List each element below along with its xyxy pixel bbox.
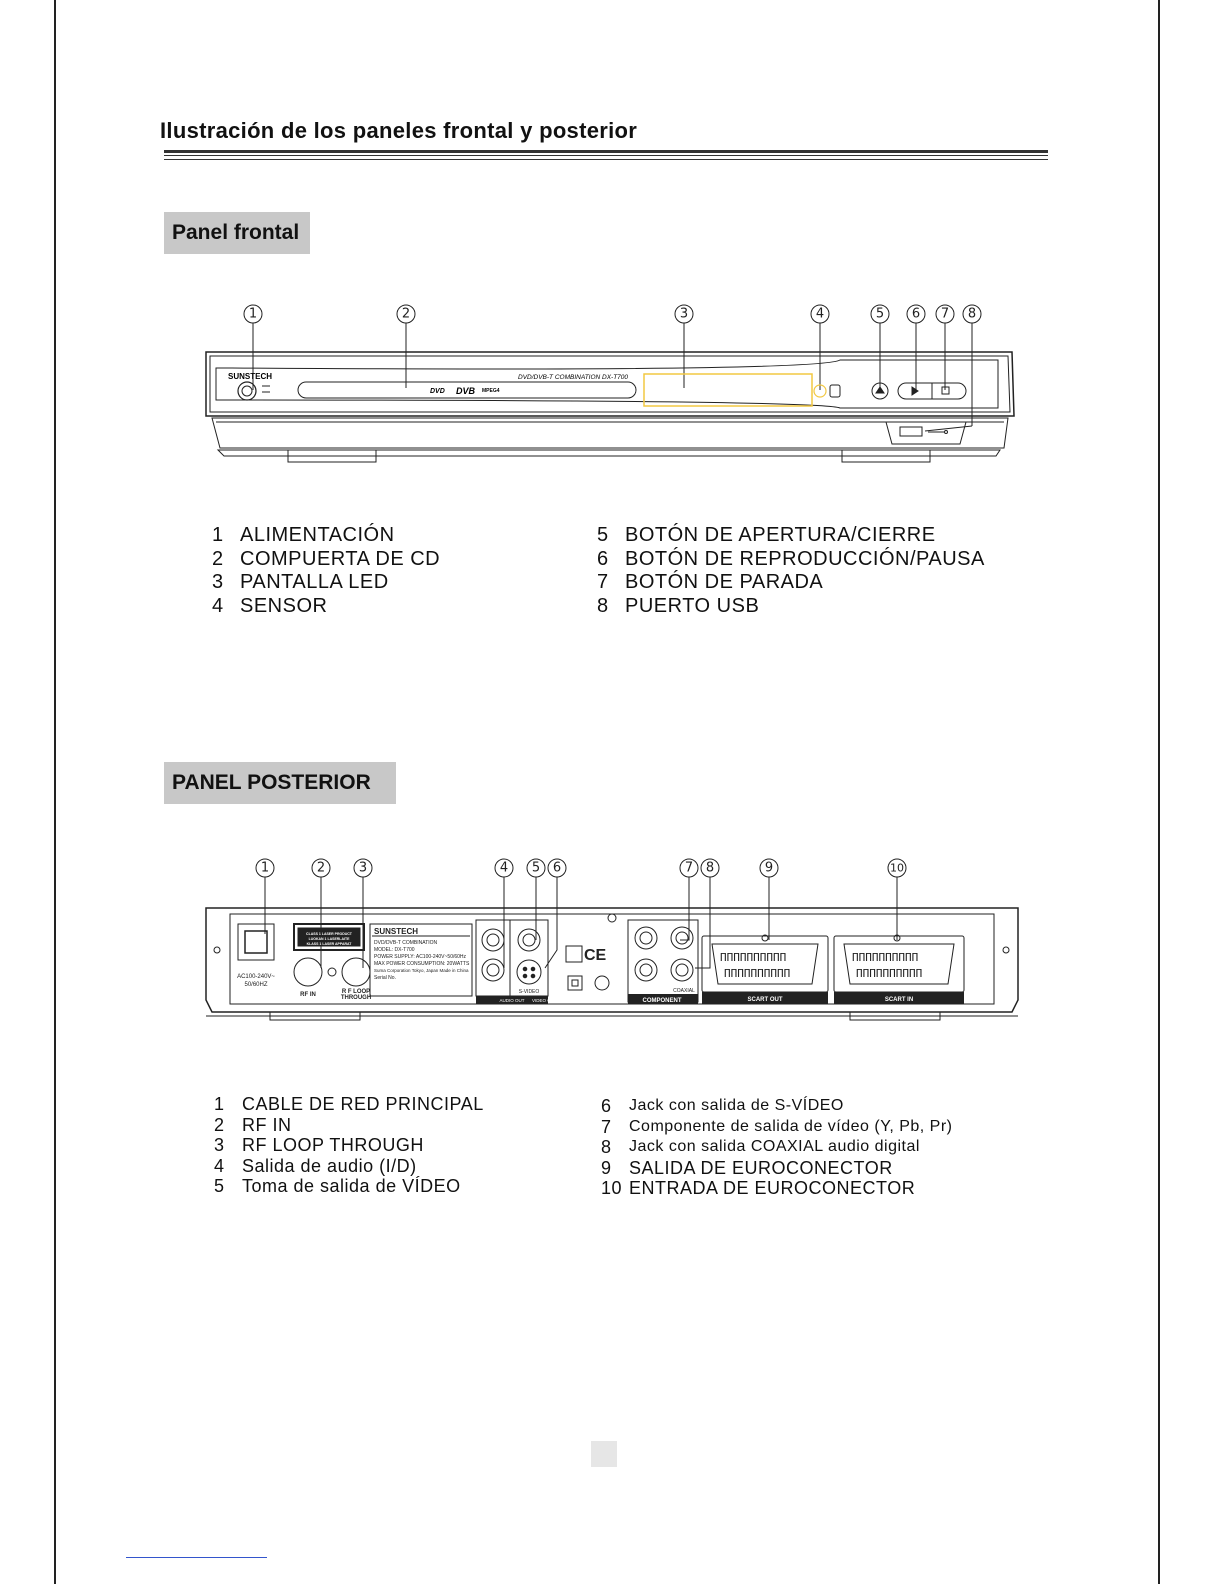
list-item: 8 Jack con salida COAXIAL audio digital [601,1137,920,1157]
front-callout-3-num: 3 [679,306,689,322]
front-logo-mpeg: MPEG4 [482,388,500,394]
rear-callout-10-num: 10 [890,861,904,875]
rear-coaxial: COAXIAL [673,988,695,994]
front-callout-4-num: 4 [815,306,825,322]
footer-rule [126,1557,267,1558]
list-item: 7 Componente de salida de vídeo (Y, Pb, Pr) [601,1116,953,1137]
rear-list-left [214,1094,484,1197]
front-model: DVD/DVB-T COMBINATION DX-T700 [518,374,629,381]
rear-spec-3: POWER SUPPLY: AC100-240V~50/60Hz [374,954,467,960]
list-item: 1 ALIMENTACIÓN [212,524,395,546]
rear-s-video: S-VIDEO [518,989,540,995]
front-callout-8-num: 8 [967,306,977,322]
svg-text:ΠΠΠΠΠΠΠΠΠΠ: ΠΠΠΠΠΠΠΠΠΠ [724,967,791,980]
rear-callout-3-num: 3 [358,860,368,876]
rear-panel-label: PANEL POSTERIOR [164,762,396,804]
rear-laser-3: KLASS 1 LASER APPARAT [306,942,352,946]
rear-spec-2: MODEL: DX-T700 [374,947,415,953]
rear-scart-in: SCART IN [884,997,914,1003]
rear-video-out: VIDEO OUT [532,998,557,1003]
svg-text:ΠΠΠΠΠΠΠΠΠΠ: ΠΠΠΠΠΠΠΠΠΠ [852,951,919,964]
front-logo-dvd: DVD [430,388,445,395]
list-item: 5 BOTÓN DE APERTURA/CIERRE [597,524,936,546]
list-item: 4 SENSOR [212,594,328,617]
rear-spec-6: Serial No. [374,975,396,981]
list-item: 7 BOTÓN DE PARADA [597,571,824,593]
list-item: 4 Salida de audio (I/D) [214,1155,417,1176]
list-item: 8 PUERTO USB [597,594,760,617]
rear-voltage: AC100-240V~ [237,974,275,980]
rear-audio-out: AUDIO OUT [499,998,525,1003]
rear-list-right [601,1096,953,1199]
rear-callout-1-num: 1 [260,860,270,876]
rear-callout-4-num: 4 [499,860,509,876]
rear-ce-mark: CE [584,947,607,964]
rear-scart-out: SCART OUT [747,997,783,1003]
list-item: 3 PANTALLA LED [212,571,389,593]
rear-laser-2: LUOKAN 1 LASERLAITE [308,937,350,941]
rear-brand: SUNSTECH [374,927,419,936]
rear-component: COMPONENT [642,998,682,1004]
rear-frequency: 50/60HZ [244,982,268,988]
list-item: 10 ENTRADA DE EUROCONECTOR [601,1178,916,1198]
list-item: 5 Toma de salida de VÍDEO [214,1176,461,1196]
rear-callout-6-num: 6 [552,860,562,876]
list-item: 6 Jack con salida de S-VÍDEO [601,1096,844,1116]
rear-rf-in: RF IN [300,992,316,998]
front-callout-1-num: 1 [248,306,258,322]
svg-text:ΠΠΠΠΠΠΠΠΠΠ: ΠΠΠΠΠΠΠΠΠΠ [720,951,787,964]
rear-callout-8-num: 8 [705,860,715,876]
front-callout-5-num: 5 [875,306,885,322]
front-logo-dvb: DVB [456,386,476,396]
rear-callout-9-num: 9 [764,860,774,876]
list-item: 2 RF IN [214,1114,292,1135]
list-item: 1 CABLE DE RED PRINCIPAL [214,1094,484,1114]
front-callout-6-num: 6 [911,306,921,322]
rear-spec-1: DVD/DVB-T COMBINATION [374,940,438,946]
list-item: 9 SALIDA DE EUROCONECTOR [601,1157,893,1178]
rear-callouts [256,859,906,877]
rear-spec-5: Suma Corporation Tokyo, Japan Made in China [374,968,469,973]
list-item: 2 COMPUERTA DE CD [212,547,441,570]
rear-laser-1: CLASS 1 LASER PRODUCT [306,932,352,936]
svg-text:ΠΠΠΠΠΠΠΠΠΠ: ΠΠΠΠΠΠΠΠΠΠ [856,967,923,980]
front-callout-7-num: 7 [940,306,950,322]
front-brand: SUNSTECH [228,372,273,381]
rear-rf-loop-1: R F LOOP [341,989,371,995]
front-panel-label: Panel frontal [164,212,310,254]
rear-callout-2-num: 2 [316,860,326,876]
list-item: 3 RF LOOP THROUGH [214,1135,424,1155]
rear-callout-5-num: 5 [531,860,541,876]
rear-rf-loop-2: THROUGH [340,995,372,1001]
page-number-box [591,1441,617,1467]
rear-callout-7-num: 7 [684,860,694,876]
rear-spec-4: MAX POWER CONSUMPTION: 20WATTS [374,961,470,967]
list-item: 6 BOTÓN DE REPRODUCCIÓN/PAUSA [597,547,985,570]
page-title: Ilustración de los paneles frontal y posterior [160,118,638,143]
front-callout-2-num: 2 [401,306,411,322]
